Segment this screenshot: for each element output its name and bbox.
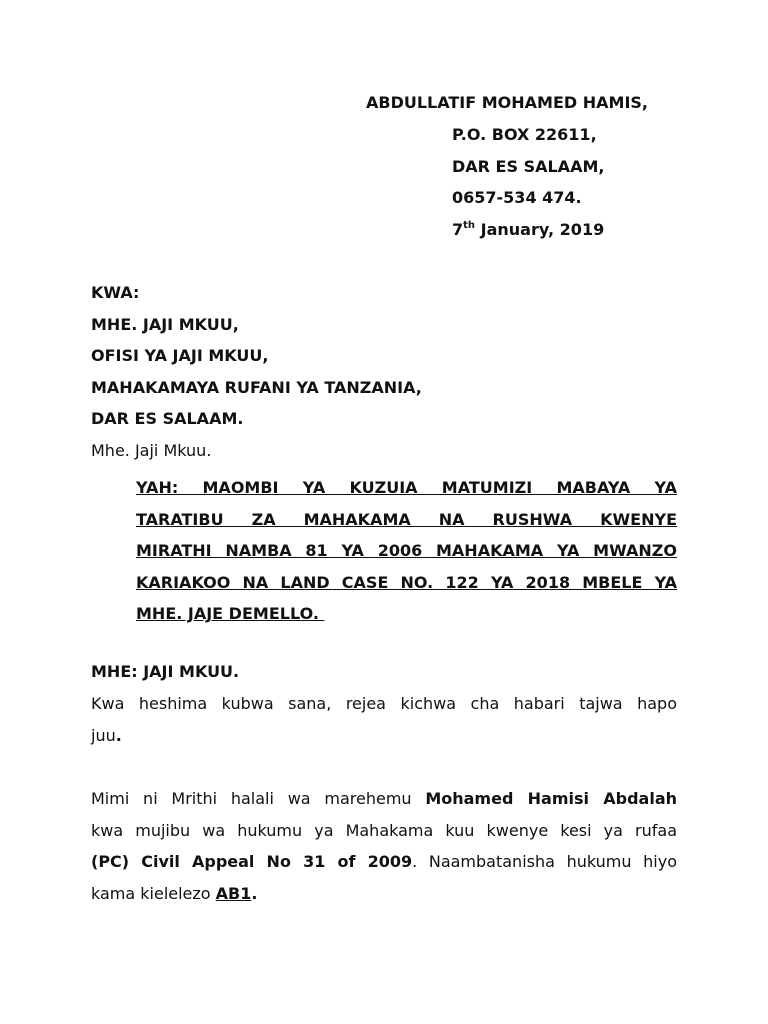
paragraph-line [91,720,677,752]
paragraph-2 [91,783,677,909]
subject-block [136,472,677,630]
subject-line: MHE. JAJE DEMELLO. [136,604,325,623]
subject-line: MIRATHI NAMBA 81 YA 2006 MAHAKAMA YA MWANZO [136,541,677,560]
paragraph-line [91,846,677,878]
recipient-line-4: DAR ES SALAAM. [91,409,244,428]
subject-line: KARIAKOO NA LAND CASE NO. 122 YA 2018 MBELE YA [136,572,677,592]
subject-line: TARATIBU ZA MAHAKAMA NA RUSHWA KWENYE [136,509,677,529]
recipient-line-1: MHE. JAJI MKUU, [91,315,239,334]
exhibit-reference: AB1 [215,883,252,903]
date-rest: January, 2019 [475,220,605,239]
letter-date [452,219,604,241]
sender-pobox: P.O. BOX 22611, [452,125,597,144]
deceased-name: Mohamed Hamisi Abdalah [425,789,678,808]
subject-line: YAH: MAOMBI YA KUZUIA MATUMIZI MABAYA YA [136,478,677,497]
para2-period: . [251,883,258,903]
date-ordinal: th [463,220,476,231]
recipient-line-3: MAHAKAMAYA RUFANI YA TANZANIA, [91,378,422,397]
recipient-kwa: KWA: [91,283,140,302]
paragraph-line [91,783,677,815]
sender-name: ABDULLATIF MOHAMED HAMIS, [366,93,648,112]
heading-mhe: MHE: JAJI MKUU. [91,662,240,681]
sender-city: DAR ES SALAAM, [452,157,605,176]
para1-period: . [115,725,122,745]
paragraph-line: kwa mujibu wa hukumu ya Mahakama kuu kwenye kesi ya rufaa [91,820,677,840]
para2-text: kama kielelezo [91,883,216,903]
paragraph-line [91,878,677,910]
date-day: 7 [452,220,464,239]
paragraph-line: Kwa heshima kubwa sana, rejea kichwa cha habari tajwa hapo [91,694,677,713]
para1-text: juu [91,725,116,745]
para2-text: . Naambatanisha hukumu hiyo [412,852,677,871]
recipient-line-2: OFISI YA JAJI MKUU, [91,346,269,365]
paragraph-1 [91,688,677,751]
para2-text: Mimi ni Mrithi halali wa marehemu [91,789,426,808]
salutation: Mhe. Jaji Mkuu. [91,441,212,460]
appeal-reference: (PC) Civil Appeal No 31 of 2009 [91,852,413,871]
sender-phone: 0657-534 474. [452,188,582,207]
